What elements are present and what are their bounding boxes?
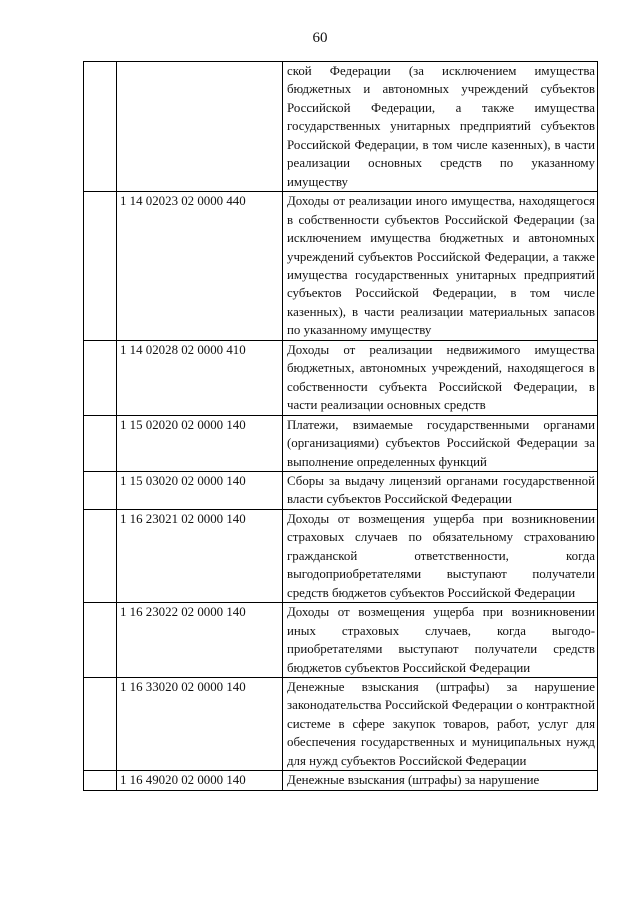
table-row <box>84 771 598 790</box>
row-number-cell <box>84 603 117 678</box>
page-number: 60 <box>312 30 328 46</box>
description-cell: Денежные взыскания (штрафы) за нарушение <box>283 771 598 790</box>
description-cell: Доходы от реализации недвижимого имущества бюджетных, автономных учреждений, находящегося в собственности субъекта Российской Федерации, в части реализации основных средств <box>283 340 598 415</box>
budget-classification-table <box>83 61 598 791</box>
row-number-cell <box>84 771 117 790</box>
code-cell: 1 16 33020 02 0000 140 <box>117 677 283 770</box>
code-cell: 1 16 23022 02 0000 140 <box>117 603 283 678</box>
row-number-cell <box>84 509 117 602</box>
table-row <box>84 509 598 602</box>
row-number-cell <box>84 471 117 509</box>
table-row <box>84 603 598 678</box>
table-row <box>84 62 598 192</box>
description-cell: Доходы от возмещения ущерба при возникновении страховых случаев по обязательному страхованию гражданской ответственности, когда выгодоприобретателями выступают получатели средств бюджетов субъектов Российской Федерации <box>283 509 598 602</box>
table-row <box>84 340 598 415</box>
description-cell: Платежи, взимаемые государственными органами (организациями) субъектов Российской Федерации за выполнение определенных функций <box>283 415 598 471</box>
table-row <box>84 192 598 341</box>
description-cell: Доходы от реализации иного имущества, находящегося в собственности субъектов Российской Федерации (за исключением имущества бюджетных и автономных учреждений субъектов Российской Федерации, а также имущества государственных унитарных предприятий субъектов Российской Федерации, в том числе казенных), в части реализации материальных запасов по указанному имуществу <box>283 192 598 341</box>
code-cell: 1 15 02020 02 0000 140 <box>117 415 283 471</box>
description-cell: Денежные взыскания (штрафы) за нарушение законодательства Российской Федерации о контрактной системе в сфере закупок товаров, работ, услуг для обеспечения государственных и муниципальных нужд для нужд субъектов Российской Федерации <box>283 677 598 770</box>
description-cell: Сборы за выдачу лицензий органами государственной власти субъектов Российской Федерации <box>283 471 598 509</box>
code-cell: 1 15 03020 02 0000 140 <box>117 471 283 509</box>
row-number-cell <box>84 340 117 415</box>
code-cell: 1 16 49020 02 0000 140 <box>117 771 283 790</box>
row-number-cell <box>84 677 117 770</box>
row-number-cell <box>84 62 117 192</box>
table-row <box>84 471 598 509</box>
code-cell <box>117 62 283 192</box>
description-cell: Доходы от возмещения ущерба при возникновении иных страховых случаев, когда выгодоприобретателями выступают получатели средств бюджетов субъектов Российской Федерации <box>283 603 598 678</box>
row-number-cell <box>84 192 117 341</box>
code-cell: 1 14 02028 02 0000 410 <box>117 340 283 415</box>
description-cell: ской Федерации (за исключением имущества бюджетных и автономных учреждений субъектов Российской Федерации, а также имущества государственных унитарных предприятий субъектов Российской Федерации, в том числе казенных), в части реализации основных средств по указанному имуществу <box>283 62 598 192</box>
row-number-cell <box>84 415 117 471</box>
table-row <box>84 415 598 471</box>
code-cell: 1 14 02023 02 0000 440 <box>117 192 283 341</box>
table-row <box>84 677 598 770</box>
code-cell: 1 16 23021 02 0000 140 <box>117 509 283 602</box>
